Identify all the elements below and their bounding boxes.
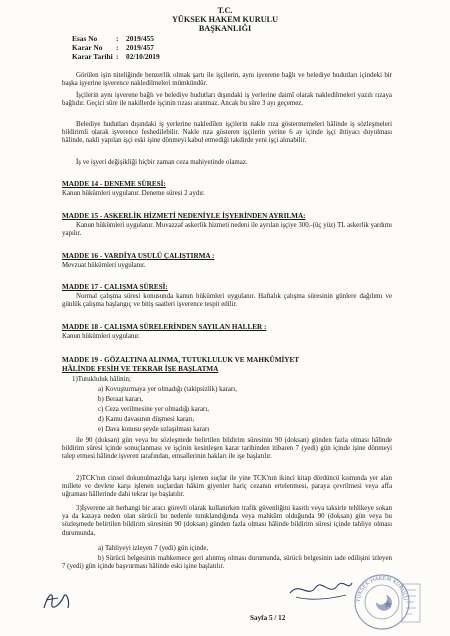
intro-paragraph-1: Görülen işin niteliğinde benzerlik olmak şartı ile işçilerin, aynı işverene bağlı ve belediye hudutları içindeki bir başka işyerine işverence nakledilmeleri mümkündür. [62,72,392,88]
article-19-clause-2: 2)TCK'nın cinsel dokunulmazlığa karşı işlenen suçlar ile yine TCK'nın ikinci kitap dördüncü kısmında yer alan millete ve devlete karşı işlenen suçlardan hâkim giyenler hariç cezanın ertelenmesi, paraya çevrilmesi veya affa uğraması hâllerinde dahi tekrar işe başlatılır. [62,475,392,499]
article-19-clause-3: 3)İşverene ait herhangi bir aracı görevli olarak kullanırken trafik güvenliğini kasıtlı veya taksirle tehlikeye sokan ya da kazaya neden olan sürücü bu nedenle tutuklandığında veya mahkûm olduğunda 90 (doksan) gün veya bu sözleşmede belirtilen bildirim süresinin 90 (doksan) günden fazla olması hâlinde bildirim süresi içinde tahliye olması durumunda, [62,505,392,537]
article-15-body: Kanun hükümleri uygulanır. Muvazzaf askerlik hizmeti nedeni ile ayrılan işçiye 300.-(üç yüz) TL askerlik yardımı yapılır. [62,222,392,238]
article-16-title-text: MADDE 16 - VARDİYA USULÜ ÇALIŞTIRMA : [62,252,215,260]
clause-1-tail: ile 90 (doksan) gün veya bu sözleşmede belirtilen bildirim süresinin 90 (doksan) günden fazla olması hâlinde bildirim süresi içinde sonuçlanması ve işçinin kesinleşen karar tarihinden itibaren 7 (yedi) gün içinde işine dönmeyi talep etmesi hâlinde işveren tarafından, emsallerinin hakları ile işe başlatılır. [62,437,392,461]
header-country: T.C. [217,6,233,15]
meta-row-tarih [72,52,160,61]
article-15-title-text: MADDE 15 - ASKERLİK HİZMETİ NEDENİYLE İŞYERİNDEN AYRILMA: [62,212,306,220]
meta-row-esas [72,34,160,43]
header-office: BAŞKANLIĞI [198,24,252,33]
header-institution: YÜKSEK HAKEM KURULU [172,15,278,24]
article-19-title-line-1: MADDE 19 - GÖZALTINA ALINMA, TUTUKLULUK VE MAHKÛMİYET [62,356,300,364]
case-meta [72,34,160,61]
meta-value: 02/10/2019 [126,52,160,61]
intro-paragraph-4: İş ve işyeri değişikliği hiçbir zaman ceza mahiyetinde olamaz. [76,159,248,166]
intro-paragraph-3: Belediye hudutları dışındaki iş yerlerine nakledilen işçilerin nakle rıza göstermemeleri hâlinde iş sözleşmeleri bildirimli olarak işverence feshedilebilir. Nakle rıza gösteren işçilerin yerine 6 ay içinde işçi ihtiyacı duyulması hâlinde, nakli yapılan işçi eski işine dönmeyi kabul etmediği takdirde yeni işçi alınabilir. [62,121,392,145]
clause-1-item-e: e) Dava konusu şeyde uzlaşılması kararı [98,426,210,433]
article-17-title [62,283,392,292]
article-15-title [62,212,392,221]
meta-row-karar [72,43,160,52]
article-17-title-text: MADDE 17 - ÇALIŞMA SÜRESİ: [62,283,168,291]
article-14-title [62,180,392,189]
article-19-title-line-2-text: HÂLİNDE FESİH VE TEKRAR İŞE BAŞLATMA [62,365,219,373]
clause-3-item-a: a) Tahliyeyi izleyen 7 (yedi) gün içinde, [98,545,209,552]
clause-3-item-b: b) Sürücü belgesinin mahkemece geri alınmış olması durumunda, sürücü belgesinin iade edilişini izleyen 7 (yedi) gün içinde başvurması hâlinde eski işine başlatılır. [62,555,392,571]
clause-1-item-d: d) Kamu davasının düşmesi kararı, [98,416,195,423]
article-18-title [62,323,392,332]
article-18-title-text: MADDE 18 - ÇALIŞMA SÜRELERİNDEN SAYILAN HALLER : [62,323,267,331]
article-17-body: Normal çalışma süresi konusunda kanun hükümleri uygulanır. Haftalık çalışma süresinin günlere dağılımı ve günlük çalışma başlangıç ve bitiş saatleri işverence tespit edilir. [62,293,392,309]
meta-value: 2019/455 [126,34,154,43]
clause-1-item-b: b) Beraat kararı, [98,396,143,403]
signature-left [40,586,76,616]
meta-key: Karar Tarihi [72,52,113,61]
meta-colon: : [116,52,119,61]
meta-value: 2019/457 [126,43,154,52]
intro-paragraph-2: İşçilerin aynı işverene bağlı ve belediye hudutları dışındaki iş yerlerine daimî olarak nakledilmeleri yazılı rızaya bağlıdır. Geçici süre ile nakillerde işçinin rızası aranmaz. Ancak bu süre 3 ayı geçemez. [62,92,392,108]
meta-key: Esas No [72,34,98,43]
article-19-title-line-2 [62,365,392,374]
seal-text: YÜKSEK HAKEM KURULU [355,575,408,603]
meta-colon: : [116,43,119,52]
page-number: Sayfa 5 / 12 [250,614,286,622]
article-14-title-text: MADDE 14 - DENEME SÜRESİ: [62,180,166,188]
article-16-body: Mevzuat hükümleri uygulanır. [62,262,146,269]
article-14-body: Kanun hükümleri uygulanır. Deneme süresi 2 aydır. [62,190,205,197]
meta-key: Karar No [72,43,103,52]
meta-colon: : [116,34,119,43]
article-18-body: Kanun hükümleri uygulanır. [62,333,140,340]
article-16-title [62,252,392,261]
clause-1-item-c: c) Ceza verilmesine yer olmadığı kararı, [98,406,209,413]
clause-1-item-a: a) Kovuşturmaya yer olmadığı (takipsizlik) kararı, [98,386,237,393]
signature-right [286,575,356,605]
side-stamp [400,582,422,624]
article-19-clause-1: 1)Tutukluluk hâlinin; [72,376,131,383]
